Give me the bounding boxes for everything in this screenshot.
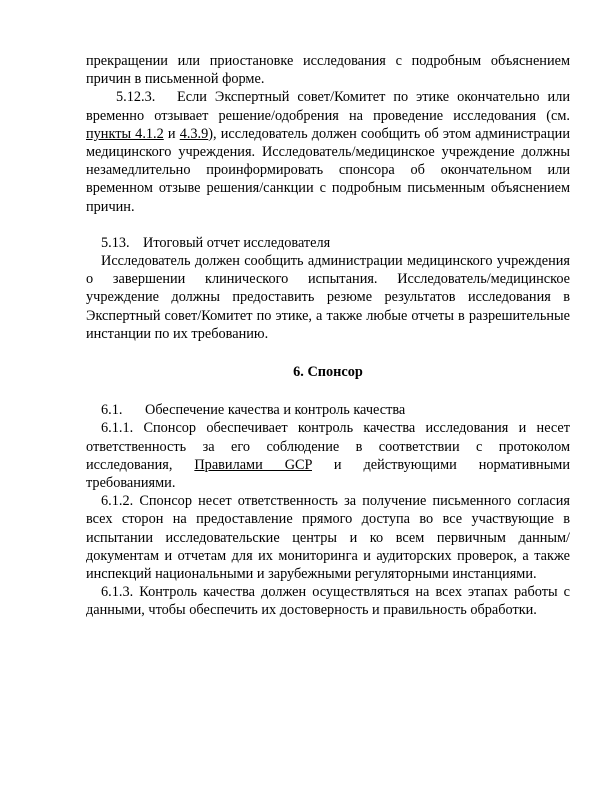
clause-text: Контроль качества должен осуществляться на всех этапах работы с данными, чтобы обеспечить их достоверность и правильность обработки.: [86, 584, 570, 619]
link-clause-4-1-2[interactable]: пункты 4.1.2: [86, 125, 164, 142]
clause-5-12-3: [86, 88, 570, 215]
section-title: Итоговый отчет исследователя: [143, 234, 331, 251]
clause-6-1-2: [86, 492, 570, 583]
clause-number: 5.12.3.: [116, 89, 156, 106]
clause-number: 6.1.3.: [101, 584, 134, 601]
chapter-heading-sponsor: 6. Спонсор: [293, 364, 363, 381]
clause-text-a: Спонсор обеспечивает контроль качества исследования и несет ответственность за его соблюдение в соответствии с протоколом исследования,: [86, 420, 571, 473]
clause-number: 6.1.2.: [101, 493, 134, 510]
clause-text-mid: и: [163, 125, 180, 142]
paragraph-text: прекращении или приостановке исследования с подробным объяснением причин в письменной форме.: [86, 53, 570, 88]
section-6-1-title: [86, 401, 570, 419]
clause-6-1-1: [86, 419, 570, 492]
section-text: Исследователь должен сообщить администрации медицинского учреждения о завершении клинического испытания. Исследователь/медицинское учреждение должны предоставить резюме результатов исследования в Экспертный совет/Комитет по этике, а также любые отчеты в разрешительные инстанции по их требованию.: [86, 253, 570, 342]
spacer: [86, 216, 570, 234]
clause-text-b: и действующими нормативными требованиями.: [86, 456, 571, 492]
clause-number: 6.1.1.: [101, 420, 134, 437]
clause-text-b: ), исследователь должен сообщить об этом администрации медицинского учреждения. Исследователь/медицинское учреждение должны незамедлительно проинформировать спонсора об окончательном или временном отзыве решения/санкции с подробным письменным объяснением причин.: [86, 125, 570, 215]
document-page: [86, 52, 570, 620]
section-5-13-title: [86, 234, 570, 252]
paragraph-continuation: [86, 52, 570, 88]
section-5-13-body: [86, 252, 570, 343]
spacer: [86, 343, 570, 363]
spacer: [86, 381, 570, 401]
clause-text-a: Если Экспертный совет/Комитет по этике окончательно или временно отзывает решение/одобрения на проведение исследования (см.: [86, 89, 570, 124]
section-number: 5.13.: [101, 234, 130, 251]
link-clause-4-3-9[interactable]: 4.3.9: [179, 125, 209, 142]
clause-text: Спонсор несет ответственность за получение письменного согласия всех сторон на предоставление прямого доступа во все участвующие в испытании исследовательские центры и ко всем первичным данным/документам и отчетам для их мониторинга и аудиторских проверок, а также инспекций национальными и зарубежными регуляторными инстанциями.: [86, 493, 570, 583]
link-gcp-rules[interactable]: Правилами GCP: [194, 456, 312, 473]
section-title: Обеспечение качества и контроль качества: [145, 402, 406, 419]
section-number: 6.1.: [101, 402, 123, 419]
clause-6-1-3: [86, 583, 570, 619]
